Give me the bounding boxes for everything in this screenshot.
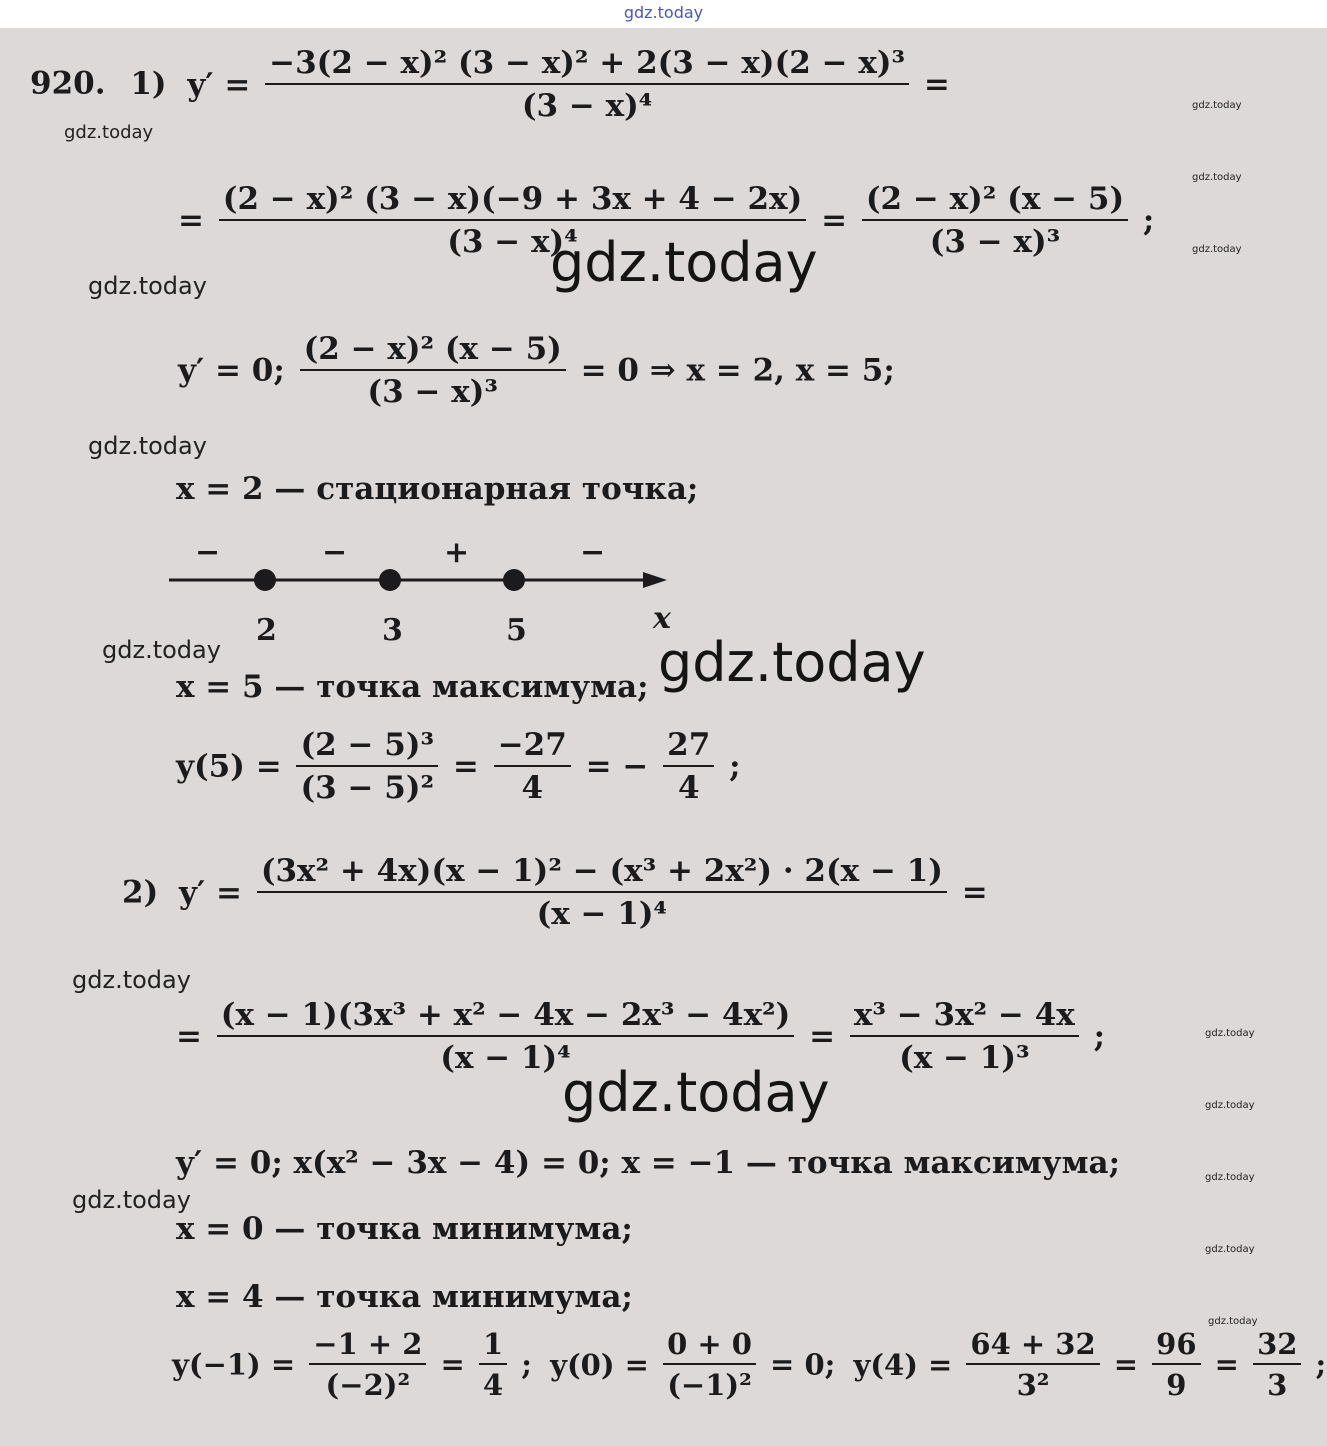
numerator: 1 xyxy=(482,1327,504,1361)
equals-sign: = xyxy=(452,748,479,785)
part2-derivative xyxy=(122,853,988,932)
axis-variable-x: x xyxy=(653,601,671,636)
watermark-medium: gdz.today xyxy=(88,432,207,460)
denominator: 9 xyxy=(1152,1363,1200,1400)
denominator: 4 xyxy=(479,1363,507,1400)
semicolon: ; xyxy=(1093,1018,1106,1055)
numerator: 27 xyxy=(667,727,711,763)
denominator: (3 − x)³ xyxy=(862,219,1128,258)
numerator: x³ − 3x² − 4x xyxy=(853,997,1075,1033)
part2-zero-condition: y′ = 0; x(x² − 3x − 4) = 0; x = −1 — точка максимума; xyxy=(176,1145,1121,1181)
equals-minus: = − xyxy=(585,748,649,785)
equals-sign: = xyxy=(923,66,950,103)
watermark-medium: gdz.today xyxy=(102,636,221,664)
point-3 xyxy=(379,569,401,591)
equals-sign: = xyxy=(176,1018,202,1055)
watermark-small: gdz.today xyxy=(1205,1172,1255,1183)
part1-label: 1) xyxy=(130,65,167,102)
numerator: (2 − x)² (x − 5) xyxy=(865,181,1125,217)
fraction xyxy=(850,997,1079,1076)
watermark-small: gdz.today xyxy=(1205,1244,1255,1255)
value-lhs: y(4) = xyxy=(853,1347,953,1382)
point-5 xyxy=(503,569,525,591)
watermark-small: gdz.today xyxy=(1192,172,1242,183)
fraction xyxy=(265,45,909,124)
minimum-point-0: x = 0 — точка минимума; xyxy=(176,1211,633,1247)
watermark-small: gdz.today xyxy=(1192,244,1242,255)
watermark-medium: gdz.today xyxy=(72,1186,191,1214)
fraction xyxy=(966,1327,1099,1402)
semicolon: ; xyxy=(1315,1347,1327,1382)
watermark-small: gdz.today xyxy=(1205,1028,1255,1039)
denominator: (3 − x)³ xyxy=(300,369,566,408)
equals-sign: = xyxy=(178,202,204,239)
semicolon: ; xyxy=(521,1347,532,1382)
watermark-small: gdz.today xyxy=(1208,1316,1258,1327)
header-watermark: gdz.today xyxy=(0,0,1327,28)
equals-sign: = xyxy=(1214,1347,1239,1382)
denominator: (3 − x)⁴ xyxy=(219,219,807,258)
part2-values xyxy=(172,1327,1327,1402)
fraction xyxy=(663,727,714,806)
part2-label: 2) xyxy=(122,874,159,911)
sign-interval-1: − xyxy=(195,535,221,570)
watermark-small: gdz.today xyxy=(1192,100,1242,111)
fraction xyxy=(1253,1327,1301,1402)
denominator: 3² xyxy=(966,1363,1099,1400)
maximum-point-text: x = 5 — точка максимума; xyxy=(176,669,649,705)
numerator: (2 − x)² (x − 5) xyxy=(303,331,562,367)
numerator: 32 xyxy=(1257,1327,1298,1361)
denominator: (−1)² xyxy=(663,1363,756,1400)
numerator: (2 − 5)³ xyxy=(300,727,435,763)
point-label-2: 2 xyxy=(256,613,277,648)
zero-lhs: y′ = 0; xyxy=(178,352,285,389)
denominator: (−2)² xyxy=(309,1363,426,1400)
sign-interval-4: − xyxy=(580,535,606,570)
sign-interval-3: + xyxy=(444,535,470,570)
denominator: (3 − x)⁴ xyxy=(265,83,909,122)
equals-sign: = xyxy=(821,202,848,239)
watermark-small: gdz.today xyxy=(64,122,154,143)
value-lhs: y(−1) = xyxy=(172,1347,296,1382)
denominator: (x − 1)³ xyxy=(850,1035,1079,1074)
fraction xyxy=(1152,1327,1200,1402)
watermark-medium: gdz.today xyxy=(72,966,191,994)
watermark-large: gdz.today xyxy=(658,631,926,694)
sign-interval-2: − xyxy=(322,535,348,570)
fraction xyxy=(296,727,438,806)
part1-derivative xyxy=(30,45,950,124)
value-lhs: y(0) = xyxy=(550,1347,649,1382)
fraction xyxy=(479,1327,507,1402)
semicolon: ; xyxy=(1142,202,1155,239)
fraction xyxy=(309,1327,426,1402)
denominator: 3 xyxy=(1253,1363,1301,1400)
denominator: 4 xyxy=(663,765,714,804)
fraction xyxy=(663,1327,756,1402)
numerator: (2 − x)² (3 − x)(−9 + 3x + 4 − 2x) xyxy=(222,181,803,217)
numerator: (x − 1)(3x³ + x² − 4x − 2x³ − 4x²) xyxy=(220,997,791,1033)
watermark-medium: gdz.today xyxy=(88,272,207,300)
watermark-large: gdz.today xyxy=(562,1061,830,1124)
value-at-5 xyxy=(176,727,741,806)
fraction xyxy=(862,181,1128,260)
derivative-lhs: y′ = xyxy=(187,66,251,103)
axis-arrow xyxy=(643,572,667,588)
problem-number: 920. xyxy=(30,65,106,102)
numerator: −3(2 − x)² (3 − x)² + 2(3 − x)(2 − x)³ xyxy=(269,45,906,81)
denominator: (x − 1)⁴ xyxy=(257,891,947,930)
stationary-point-text: x = 2 — стационарная точка; xyxy=(176,471,699,507)
number-line xyxy=(165,532,685,602)
minimum-point-4: x = 4 — точка минимума; xyxy=(176,1279,633,1315)
derivative-lhs: y′ = xyxy=(179,874,243,911)
numerator: 0 + 0 xyxy=(667,1327,752,1361)
point-2 xyxy=(254,569,276,591)
part1-zero-condition xyxy=(178,331,895,410)
point-label-5: 5 xyxy=(506,613,527,648)
denominator: 4 xyxy=(494,765,571,804)
value-lhs: y(5) = xyxy=(176,748,282,785)
equals-sign: = xyxy=(961,874,988,911)
fraction xyxy=(257,853,947,932)
numerator: −27 xyxy=(497,727,567,763)
equals-sign: = xyxy=(809,1018,836,1055)
numerator: 96 xyxy=(1156,1327,1197,1361)
numerator: 64 + 32 xyxy=(970,1327,1096,1361)
fraction xyxy=(494,727,571,806)
equals-sign: = xyxy=(1113,1347,1139,1382)
point-label-3: 3 xyxy=(382,613,403,648)
numerator: −1 + 2 xyxy=(313,1327,423,1361)
value-result: = 0; xyxy=(770,1347,836,1382)
zero-result: = 0 ⇒ x = 2, x = 5; xyxy=(580,352,895,389)
numerator: (3x² + 4x)(x − 1)² − (x³ + 2x²) · 2(x − 1) xyxy=(260,853,943,889)
watermark-small: gdz.today xyxy=(1205,1100,1255,1111)
denominator: (x − 1)⁴ xyxy=(217,1035,795,1074)
denominator: (3 − 5)² xyxy=(296,765,438,804)
semicolon: ; xyxy=(729,748,741,785)
fraction xyxy=(300,331,566,410)
watermark-large: gdz.today xyxy=(550,231,818,294)
equals-sign: = xyxy=(440,1347,465,1382)
